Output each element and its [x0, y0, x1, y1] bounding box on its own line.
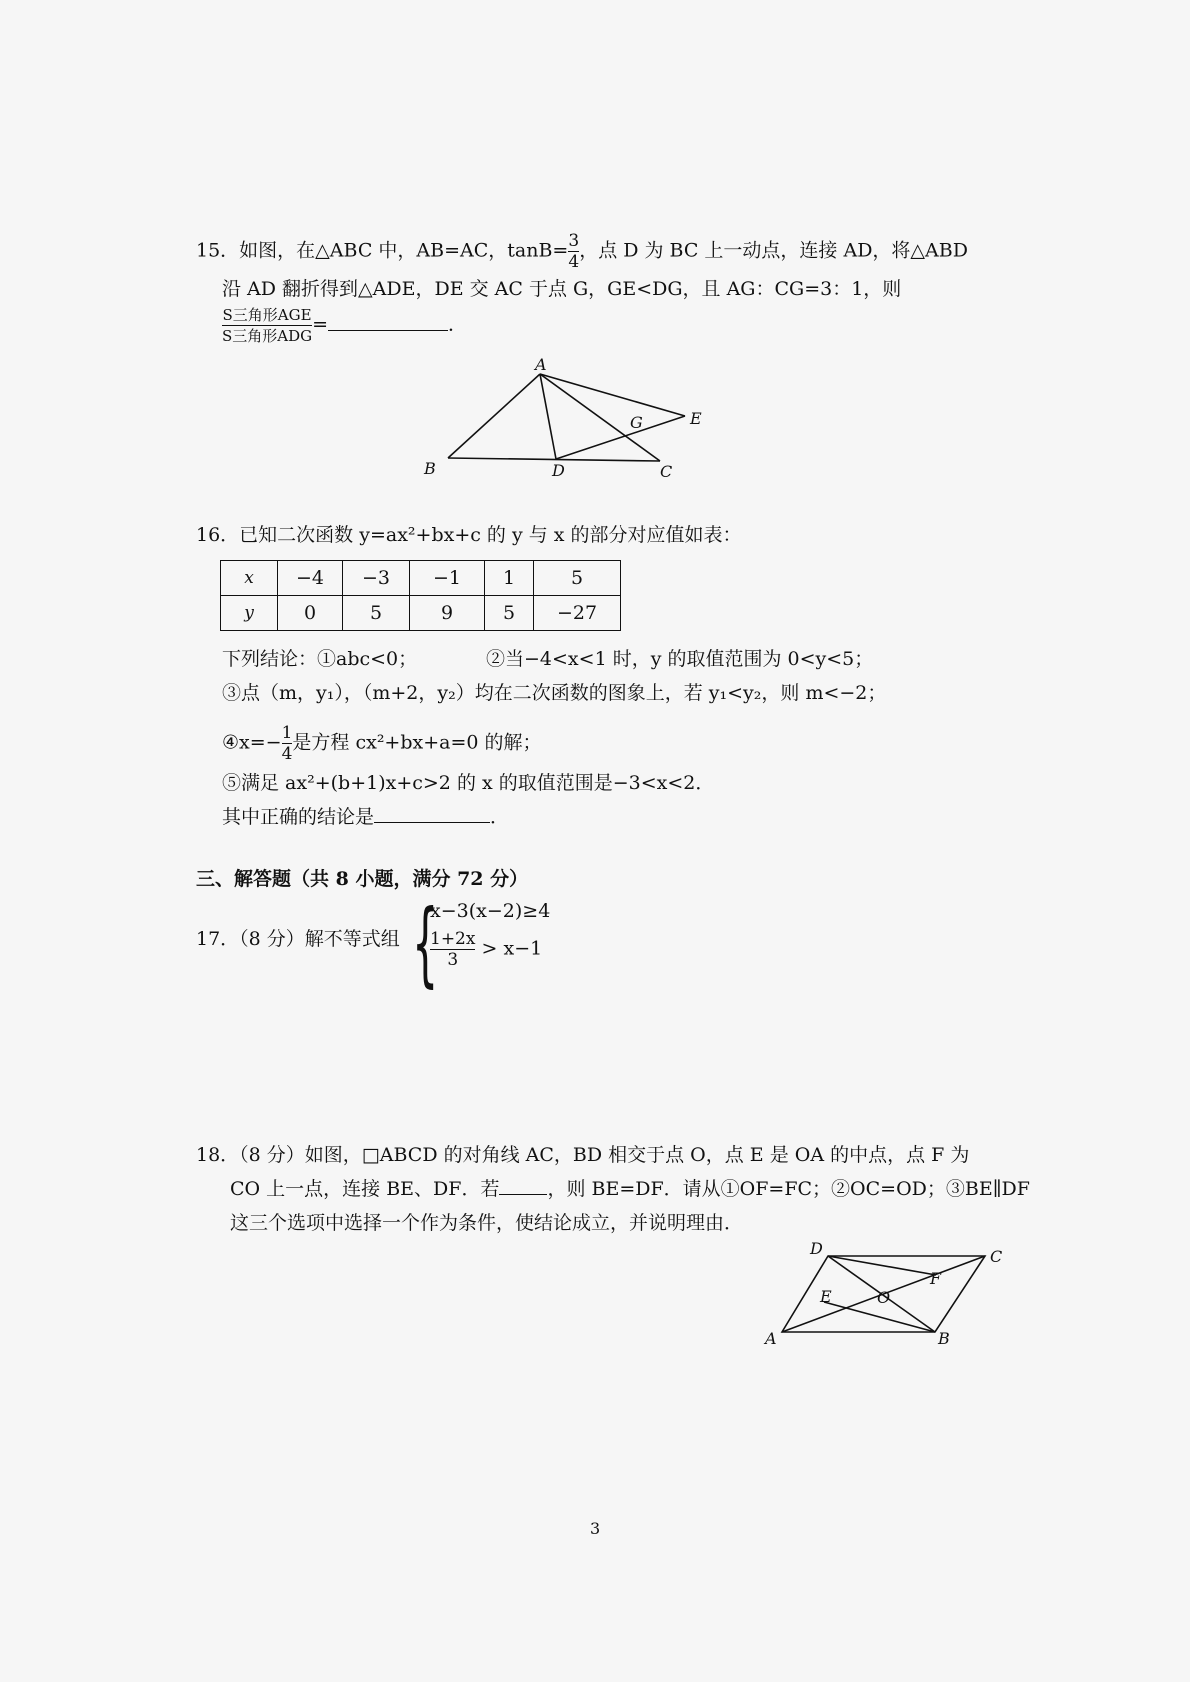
ratio-equals: = — [312, 313, 329, 336]
q15-triangle-figure — [420, 355, 720, 510]
q17-inequality-2 — [430, 930, 542, 969]
q15-tail: ． — [448, 313, 468, 336]
q15-text-a: 15．如图，在△ABC 中，AB=AC，tanB= — [196, 239, 569, 262]
q18-line2 — [230, 1176, 1030, 1202]
label-A: A — [535, 355, 547, 374]
q17-label: 17．（8 分）解不等式组 — [196, 928, 400, 950]
q16-answer-blank[interactable] — [374, 804, 490, 823]
system-brace: { — [412, 890, 439, 997]
q16-conclusion-4 — [222, 724, 542, 763]
q18-line3: 这三个选项中选择一个作为条件，使结论成立，并说明理由． — [230, 1212, 744, 1234]
label-B: B — [424, 459, 436, 478]
q18-line1: 18．（8 分）如图，□ABCD 的对角线 AC，BD 相交于点 O，点 E 是 OA 的中点，点 F 为 — [196, 1144, 970, 1166]
page-number: 3 — [590, 1519, 601, 1538]
label-C: C — [990, 1247, 1003, 1266]
q16-tail: ． — [490, 806, 510, 828]
table-cell: 5 — [534, 561, 621, 596]
c4-text-a: ④x=− — [222, 731, 282, 754]
tan-denominator: 4 — [568, 252, 580, 272]
label-C: C — [660, 462, 673, 481]
q15-text-b: ，点 D 为 BC 上一动点，连接 AD，将△ABD — [579, 239, 968, 262]
area-ratio-fraction — [222, 306, 312, 345]
table-cell: 5 — [343, 596, 410, 631]
label-B: B — [938, 1329, 950, 1348]
q15-answer-blank[interactable] — [328, 312, 448, 331]
label-D: D — [552, 461, 565, 480]
q17-inequality-1: x−3(x−2)≥4 — [430, 900, 551, 922]
q16-answer-label: 其中正确的结论是 — [222, 806, 375, 828]
label-G: G — [630, 413, 643, 432]
q16-conclusion-1: 下列结论：①abc<0； — [222, 648, 418, 670]
c4-fraction — [282, 724, 293, 763]
table-header-x: x — [221, 561, 278, 596]
table-cell: −1 — [410, 561, 485, 596]
ineq2-denominator: 3 — [447, 950, 459, 970]
q18-text-b: ，则 BE=DF．请从①OF=FC；②OC=OD；③BE∥DF — [547, 1178, 1030, 1200]
label-A: A — [765, 1329, 777, 1348]
ineq2-fraction — [430, 930, 475, 969]
q15-ratio-line — [222, 306, 467, 345]
table-cell: 0 — [278, 596, 343, 631]
section-3-title: 三、解答题（共 8 小题，满分 72 分） — [196, 868, 529, 890]
q16-conclusion-5: ⑤满足 ax²+(b+1)x+c>2 的 x 的取值范围是−3<x<2． — [222, 772, 715, 794]
q16-conclusion-2: ②当−4<x<1 时，y 的取值范围为 0<y<5； — [486, 648, 874, 670]
c4-text-b: 是方程 cx²+bx+a=0 的解； — [292, 731, 542, 754]
table-cell: 5 — [485, 596, 534, 631]
q15-line2: 沿 AD 翻折得到△ADE，DE 交 AC 于点 G，GE<DG，且 AG：CG=3：1，则 — [222, 278, 902, 300]
table-cell: −27 — [534, 596, 621, 631]
label-F: F — [930, 1269, 942, 1288]
table-row — [221, 561, 621, 596]
label-O: O — [877, 1288, 891, 1307]
c4-denominator: 4 — [281, 744, 293, 764]
q18-parallelogram-figure — [760, 1236, 1010, 1346]
table-cell: −3 — [343, 561, 410, 596]
table-header-y: y — [221, 596, 278, 631]
table-row — [221, 596, 621, 631]
ineq2-rest: > x−1 — [481, 937, 543, 960]
q15-line1 — [196, 232, 968, 271]
q16-conclusion-3: ③点（m，y₁），（m+2，y₂）均在二次函数的图象上，若 y₁<y₂，则 m<−2； — [222, 682, 887, 704]
q16-answer-line — [222, 804, 509, 830]
q16-intro: 16．已知二次函数 y=ax²+bx+c 的 y 与 x 的部分对应值如表： — [196, 524, 742, 546]
tan-fraction — [568, 232, 579, 271]
label-E: E — [690, 409, 702, 428]
label-E: E — [820, 1287, 832, 1306]
label-D: D — [810, 1239, 823, 1258]
tan-numerator: 3 — [568, 231, 580, 251]
table-cell: −4 — [278, 561, 343, 596]
ineq2-numerator: 1+2x — [430, 929, 476, 949]
c4-numerator: 1 — [281, 723, 293, 743]
ratio-numerator: S三角形AGE — [222, 306, 312, 324]
q16-value-table — [220, 560, 621, 631]
table-cell: 1 — [485, 561, 534, 596]
q18-text-a: CO 上一点，连接 BE、DF．若 — [230, 1178, 500, 1200]
ratio-denominator: S三角形ADG — [222, 327, 313, 345]
table-cell: 9 — [410, 596, 485, 631]
q18-condition-blank[interactable] — [499, 1176, 547, 1195]
